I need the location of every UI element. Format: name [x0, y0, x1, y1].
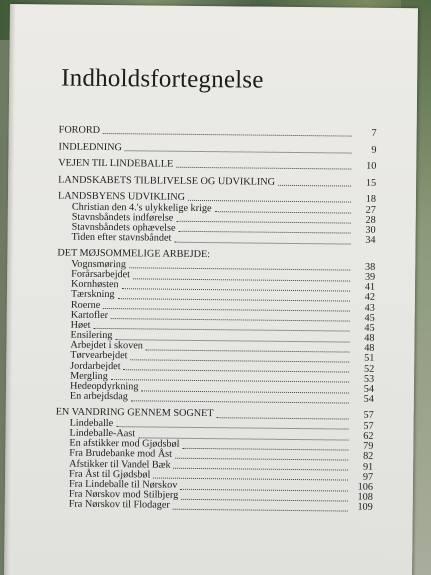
toc-page-number: 53 — [363, 373, 375, 385]
dot-leader — [174, 241, 350, 244]
toc-page-number: 62 — [363, 430, 374, 442]
toc-entry-label: Arbejdet i skoven — [70, 339, 143, 352]
toc-page-number: 27 — [365, 204, 376, 216]
toc-page-number: 9 — [371, 144, 377, 156]
toc-page-number: 51 — [364, 353, 375, 365]
toc-page-number: 18 — [365, 193, 377, 205]
toc-entry-label: LANDSKABETS TILBLIVELSE OG UDVIKLING — [58, 174, 276, 188]
toc-entry-label: Fra Nørskov mod Stilbjerg — [68, 488, 179, 501]
toc-page-number: 79 — [363, 440, 374, 453]
toc-page-number: 97 — [362, 471, 374, 483]
toc-entry-label: Tørvearbejdet — [70, 350, 128, 362]
dot-leader — [278, 185, 351, 187]
toc-page-number: 30 — [365, 224, 376, 236]
toc-page-number: 108 — [357, 491, 373, 504]
toc-entry-label: Jordarbejdet — [70, 360, 121, 372]
toc-page-number: 57 — [363, 410, 374, 422]
toc-entry — [58, 158, 376, 173]
toc-page-number: 48 — [364, 332, 375, 344]
toc-entry-label: Høet — [70, 319, 91, 331]
dot-leader — [188, 200, 351, 203]
toc-entry-label: Lindeballe-Aast — [69, 427, 136, 440]
toc-page-number: 41 — [364, 281, 376, 293]
toc-page-number: 39 — [364, 271, 376, 283]
toc-entry-label: Mergling — [70, 370, 108, 382]
toc-entry-label: FORORD — [58, 124, 101, 136]
toc-entry-label: Fra Nørskov til Flodager — [68, 499, 170, 512]
toc-entry-label: Stavnsbåndets ophævelse — [71, 221, 176, 234]
page-title: Indholdsfortegnelse — [61, 64, 264, 94]
toc-page-number: 109 — [357, 502, 373, 514]
toc-entry-label: Ensilering — [70, 329, 113, 342]
toc-entry-label: Fra Lindeballe til Nørskov — [68, 478, 178, 491]
toc-section — [58, 158, 376, 173]
toc-entry-label: INDLEDNING — [58, 141, 122, 153]
toc-page-number: 82 — [363, 451, 374, 463]
toc-entry-label: Vognsmøring — [71, 258, 127, 270]
toc-page-number: 48 — [364, 342, 375, 355]
toc-entry-label: EN VANDRING GENNEM SOGNET — [55, 406, 214, 420]
toc-entry-label: Christian den 4.'s ulykkelige krige — [71, 201, 212, 214]
toc-entry-label: Kornhøsten — [71, 278, 119, 291]
dot-leader — [125, 150, 352, 153]
toc-entry-label: VEJEN TIL LINDEBALLE — [58, 157, 174, 170]
toc-page-number: 7 — [371, 127, 377, 139]
dot-leader — [213, 258, 350, 259]
toc-entry-label: En arbejdsdag — [69, 390, 128, 403]
toc-page-number: 43 — [364, 302, 375, 314]
toc-subentry — [55, 500, 373, 514]
toc-page-number: 28 — [365, 214, 376, 226]
toc-subentry — [58, 233, 376, 247]
toc-entry-label: Kartofler — [70, 309, 109, 321]
toc-entry-label: Fra Brudebanke mod Åst — [69, 448, 173, 461]
dot-leader — [131, 400, 349, 403]
toc-entry-label: Afstikker til Vandel Bæk — [69, 458, 171, 471]
dot-leader — [216, 417, 348, 419]
toc-page-number: 45 — [364, 322, 375, 334]
toc-page-number: 57 — [363, 420, 374, 432]
page-gutter-shadow — [4, 4, 16, 575]
book-page — [4, 4, 418, 575]
toc-section — [58, 191, 377, 247]
toc-page-number: 10 — [366, 160, 377, 172]
toc-entry-label: Lindeballe — [69, 417, 114, 429]
toc-entry — [59, 125, 377, 140]
toc-page-number: 54 — [363, 393, 374, 406]
toc-entry-label: Hedeopdyrkning — [69, 380, 139, 393]
toc-page-number: 38 — [365, 261, 376, 273]
toc-entry-label: Fra Åst til Gjødsbøl — [69, 468, 151, 481]
toc-section — [55, 407, 374, 514]
toc-page-number: 42 — [364, 292, 376, 304]
toc-entry-label: DET MØJSOMMELIGE ARBEJDE: — [57, 247, 211, 261]
dot-leader — [103, 133, 352, 137]
toc-entry-label: En afstikker mod Gjødsbøl — [69, 437, 180, 451]
toc-entry — [58, 174, 376, 189]
toc-page-number: 15 — [365, 177, 377, 189]
toc-page-number: 52 — [363, 363, 375, 375]
toc-page-number: 106 — [357, 481, 374, 493]
toc-section — [58, 141, 376, 156]
toc-page-number: 91 — [362, 461, 374, 473]
toc-entry-label: Stavnsbåndets indførelse — [71, 211, 174, 224]
toc-page-number: 34 — [365, 234, 376, 246]
toc-page-number: 45 — [364, 312, 375, 324]
toc-entry — [58, 141, 376, 156]
dot-leader — [176, 167, 351, 170]
toc-entry-label: Tærskning — [70, 288, 115, 301]
table-of-contents — [55, 123, 377, 519]
toc-entry-label: Roerne — [70, 299, 101, 311]
toc-section — [59, 125, 377, 140]
toc-entry-label: LANDSBYENS UDVIKLING — [57, 190, 186, 203]
toc-page-number: 54 — [363, 383, 375, 395]
toc-subentry — [56, 392, 374, 406]
toc-entry-label: Forårsarbejdet — [71, 268, 131, 281]
toc-entry-label: Tiden efter stavnsbåndet — [71, 231, 172, 244]
dot-leader — [173, 509, 348, 512]
toc-section — [56, 248, 376, 405]
toc-section — [58, 174, 376, 189]
